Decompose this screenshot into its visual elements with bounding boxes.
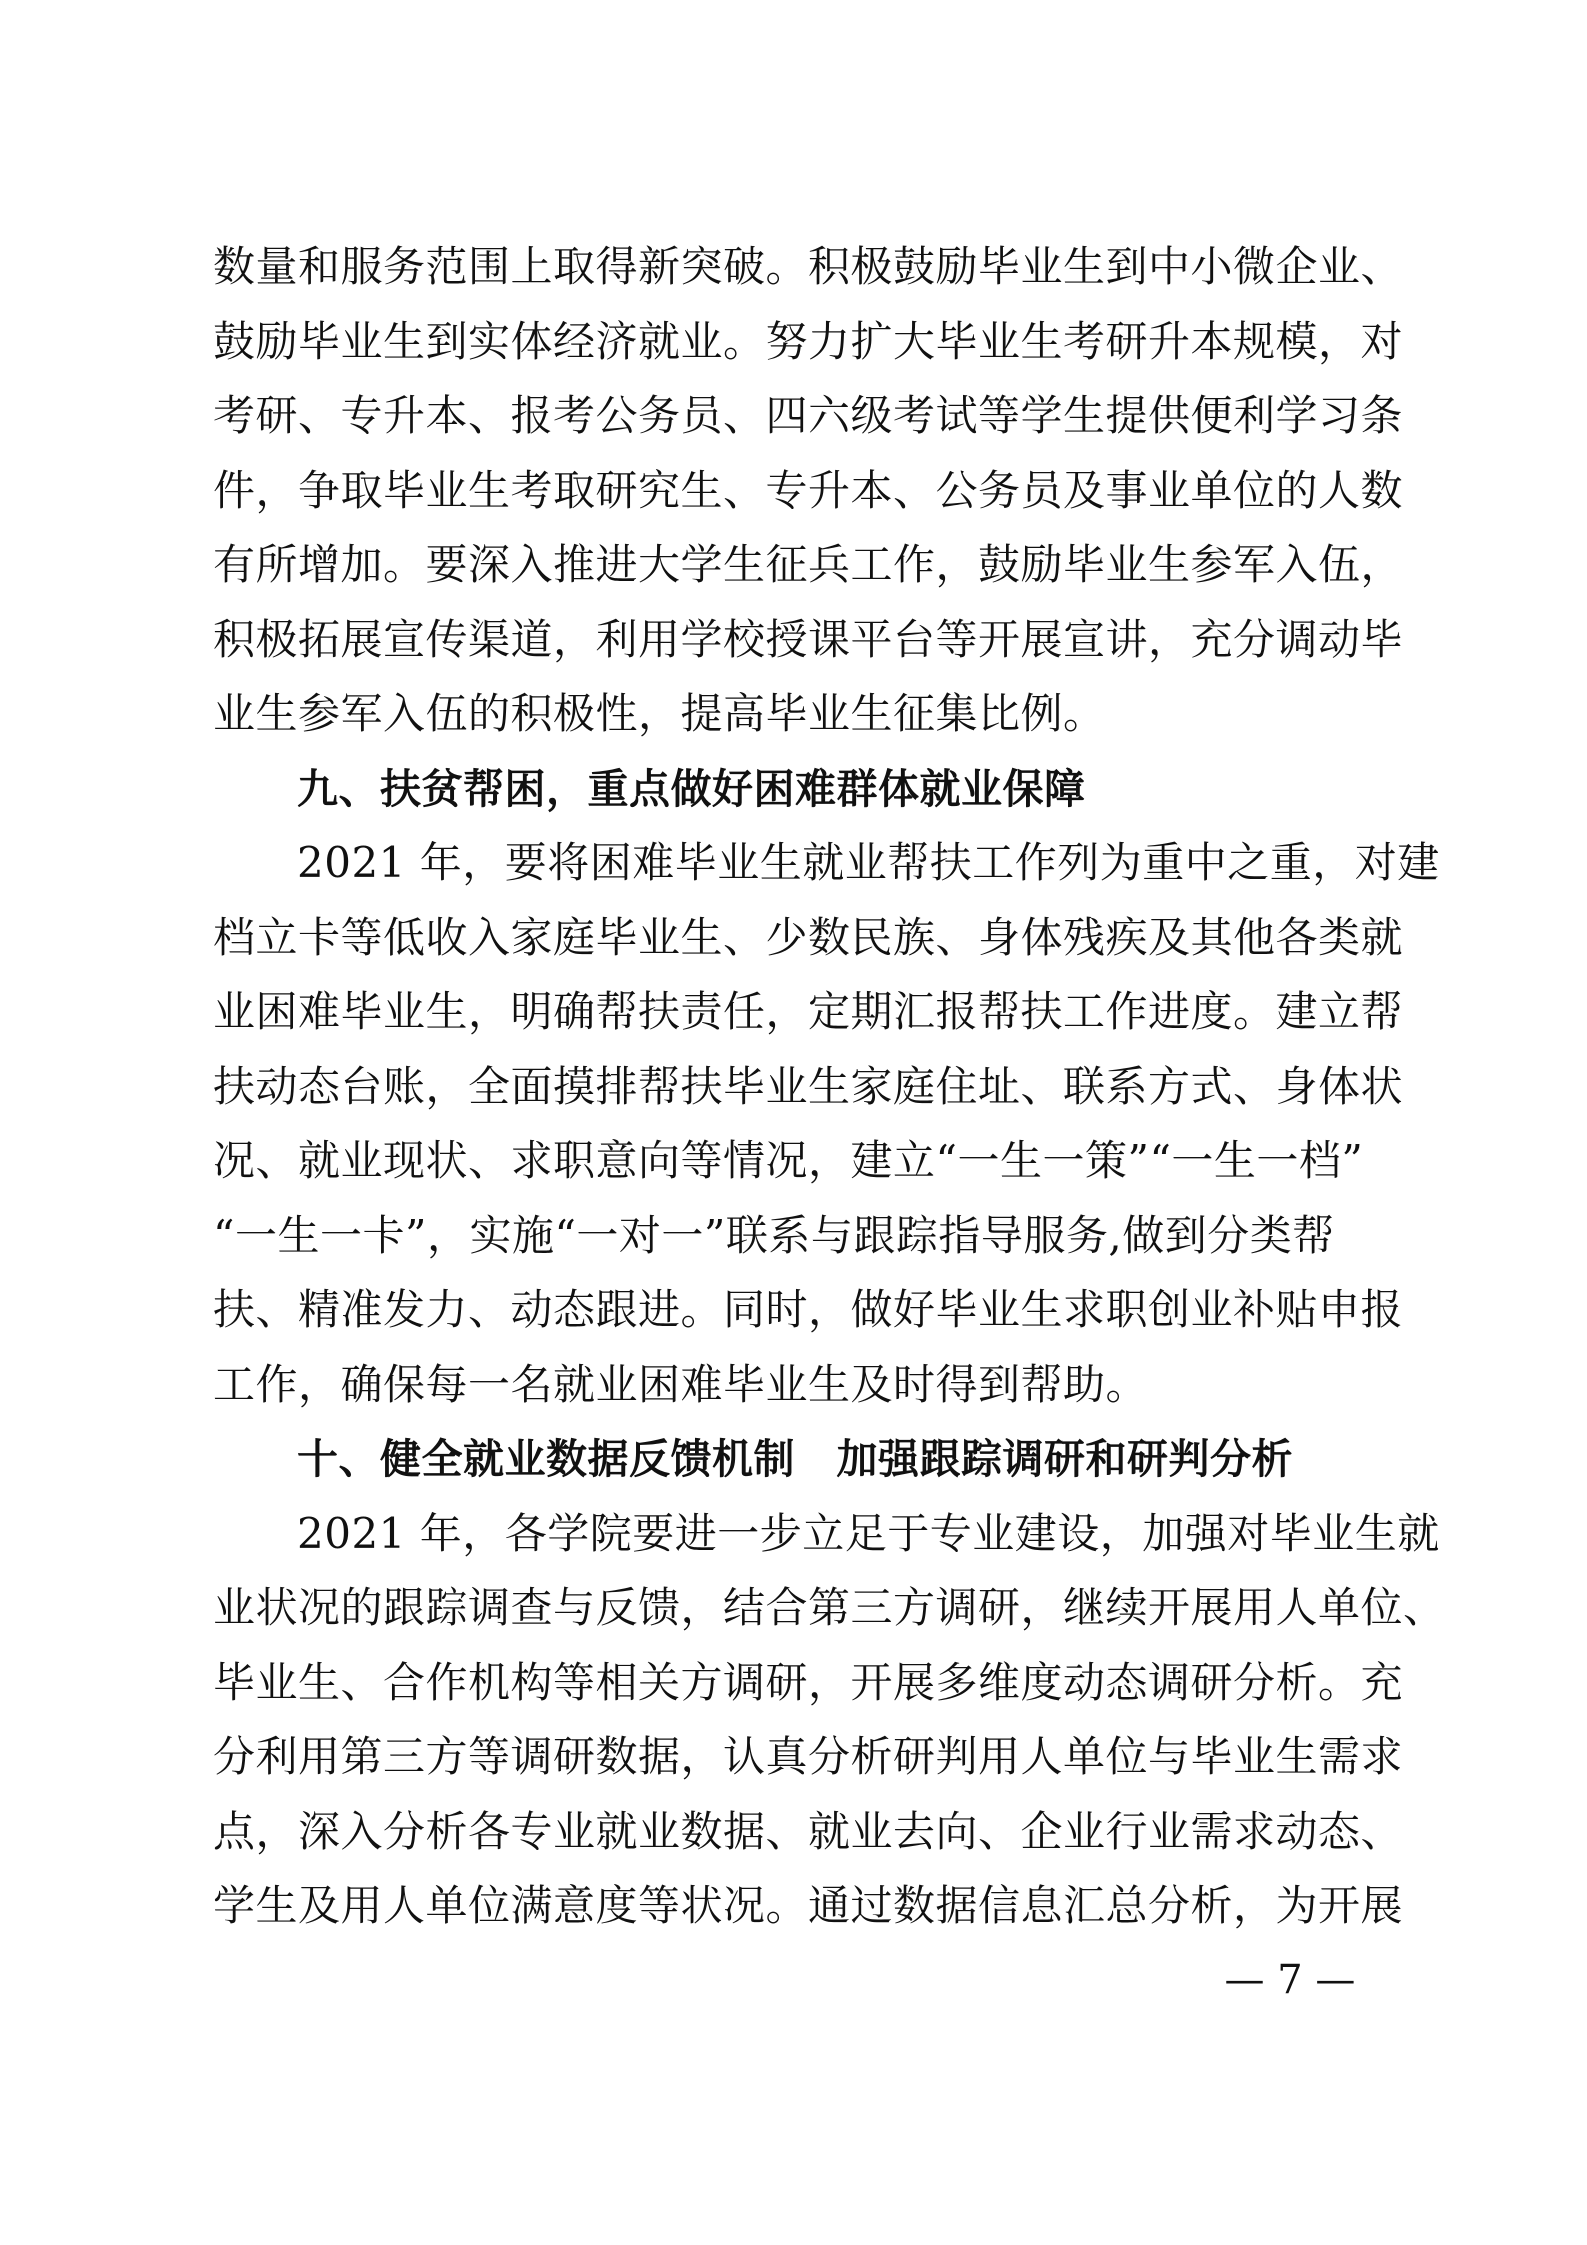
text-line: 业困难毕业生，明确帮扶责任，定期汇报帮扶工作进度。建立帮 bbox=[213, 987, 1404, 1036]
page-number: — 7 — bbox=[1224, 1957, 1356, 2003]
text-line: 积极拓展宣传渠道，利用学校授课平台等开展宣讲，充分调动毕 bbox=[213, 614, 1404, 664]
text-line: 业状况的跟踪调查与反馈，结合第三方调研，继续开展用人单位、 bbox=[213, 1583, 1446, 1632]
text-line: 扶动态台账，全面摸排帮扶毕业生家庭住址、联系方式、身体状 bbox=[213, 1061, 1404, 1111]
text-line: 有所增加。要深入推进大学生征兵工作，鼓励毕业生参军入伍， bbox=[213, 540, 1404, 589]
text-line: 毕业生、合作机构等相关方调研，开展多维度动态调研分析。充 bbox=[213, 1657, 1404, 1707]
section-heading-9: 九、扶贫帮困，重点做好困难群体就业保障 bbox=[297, 764, 1086, 813]
text-line: 扶、精准发力、动态跟进。同时，做好毕业生求职创业补贴申报 bbox=[213, 1285, 1404, 1334]
text-line: “一生一卡”，实施“一对一”联系与跟踪指导服务,做到分类帮 bbox=[213, 1210, 1335, 1260]
section-heading-10: 十、健全就业数据反馈机制 加强跟踪调研和研判分析 bbox=[297, 1435, 1293, 1483]
text-line: 2021 年，各学院要进一步立足于专业建设，加强对毕业生就 bbox=[297, 1508, 1440, 1558]
body-text bbox=[213, 230, 1446, 1944]
paragraph-1 bbox=[213, 230, 1404, 752]
text-line: 学生及用人单位满意度等状况。通过数据信息汇总分析，为开展 bbox=[213, 1881, 1404, 1930]
text-line: 业生参军入伍的积极性，提高毕业生征集比例。 bbox=[213, 689, 1106, 738]
text-line: 工作，确保每一名就业困难毕业生及时得到帮助。 bbox=[213, 1359, 1149, 1409]
text-line: 考研、专升本、报考公务员、四六级考试等学生提供便利学习条 bbox=[213, 391, 1404, 440]
text-line: 鼓励毕业生到实体经济就业。努力扩大毕业生考研升本规模，对 bbox=[213, 316, 1404, 366]
text-line: 档立卡等低收入家庭毕业生、少数民族、身体残疾及其他各类就 bbox=[213, 912, 1404, 962]
text-line: 分利用第三方等调研数据，认真分析研判用人单位与毕业生需求 bbox=[213, 1732, 1404, 1781]
text-line: 况、就业现状、求职意向等情况，建立“一生一策”“一生一档” bbox=[213, 1136, 1364, 1185]
text-line: 件，争取毕业生考取研究生、专升本、公务员及事业单位的人数 bbox=[213, 465, 1404, 515]
text-line: 数量和服务范围上取得新突破。积极鼓励毕业生到中小微企业、 bbox=[213, 242, 1404, 291]
paragraph-2 bbox=[213, 826, 1440, 1422]
text-line: 2021 年，要将困难毕业生就业帮扶工作列为重中之重，对建 bbox=[297, 838, 1440, 887]
paragraph-3 bbox=[213, 1497, 1446, 1944]
text-line: 点，深入分析各专业就业数据、就业去向、企业行业需求动态、 bbox=[213, 1806, 1404, 1856]
